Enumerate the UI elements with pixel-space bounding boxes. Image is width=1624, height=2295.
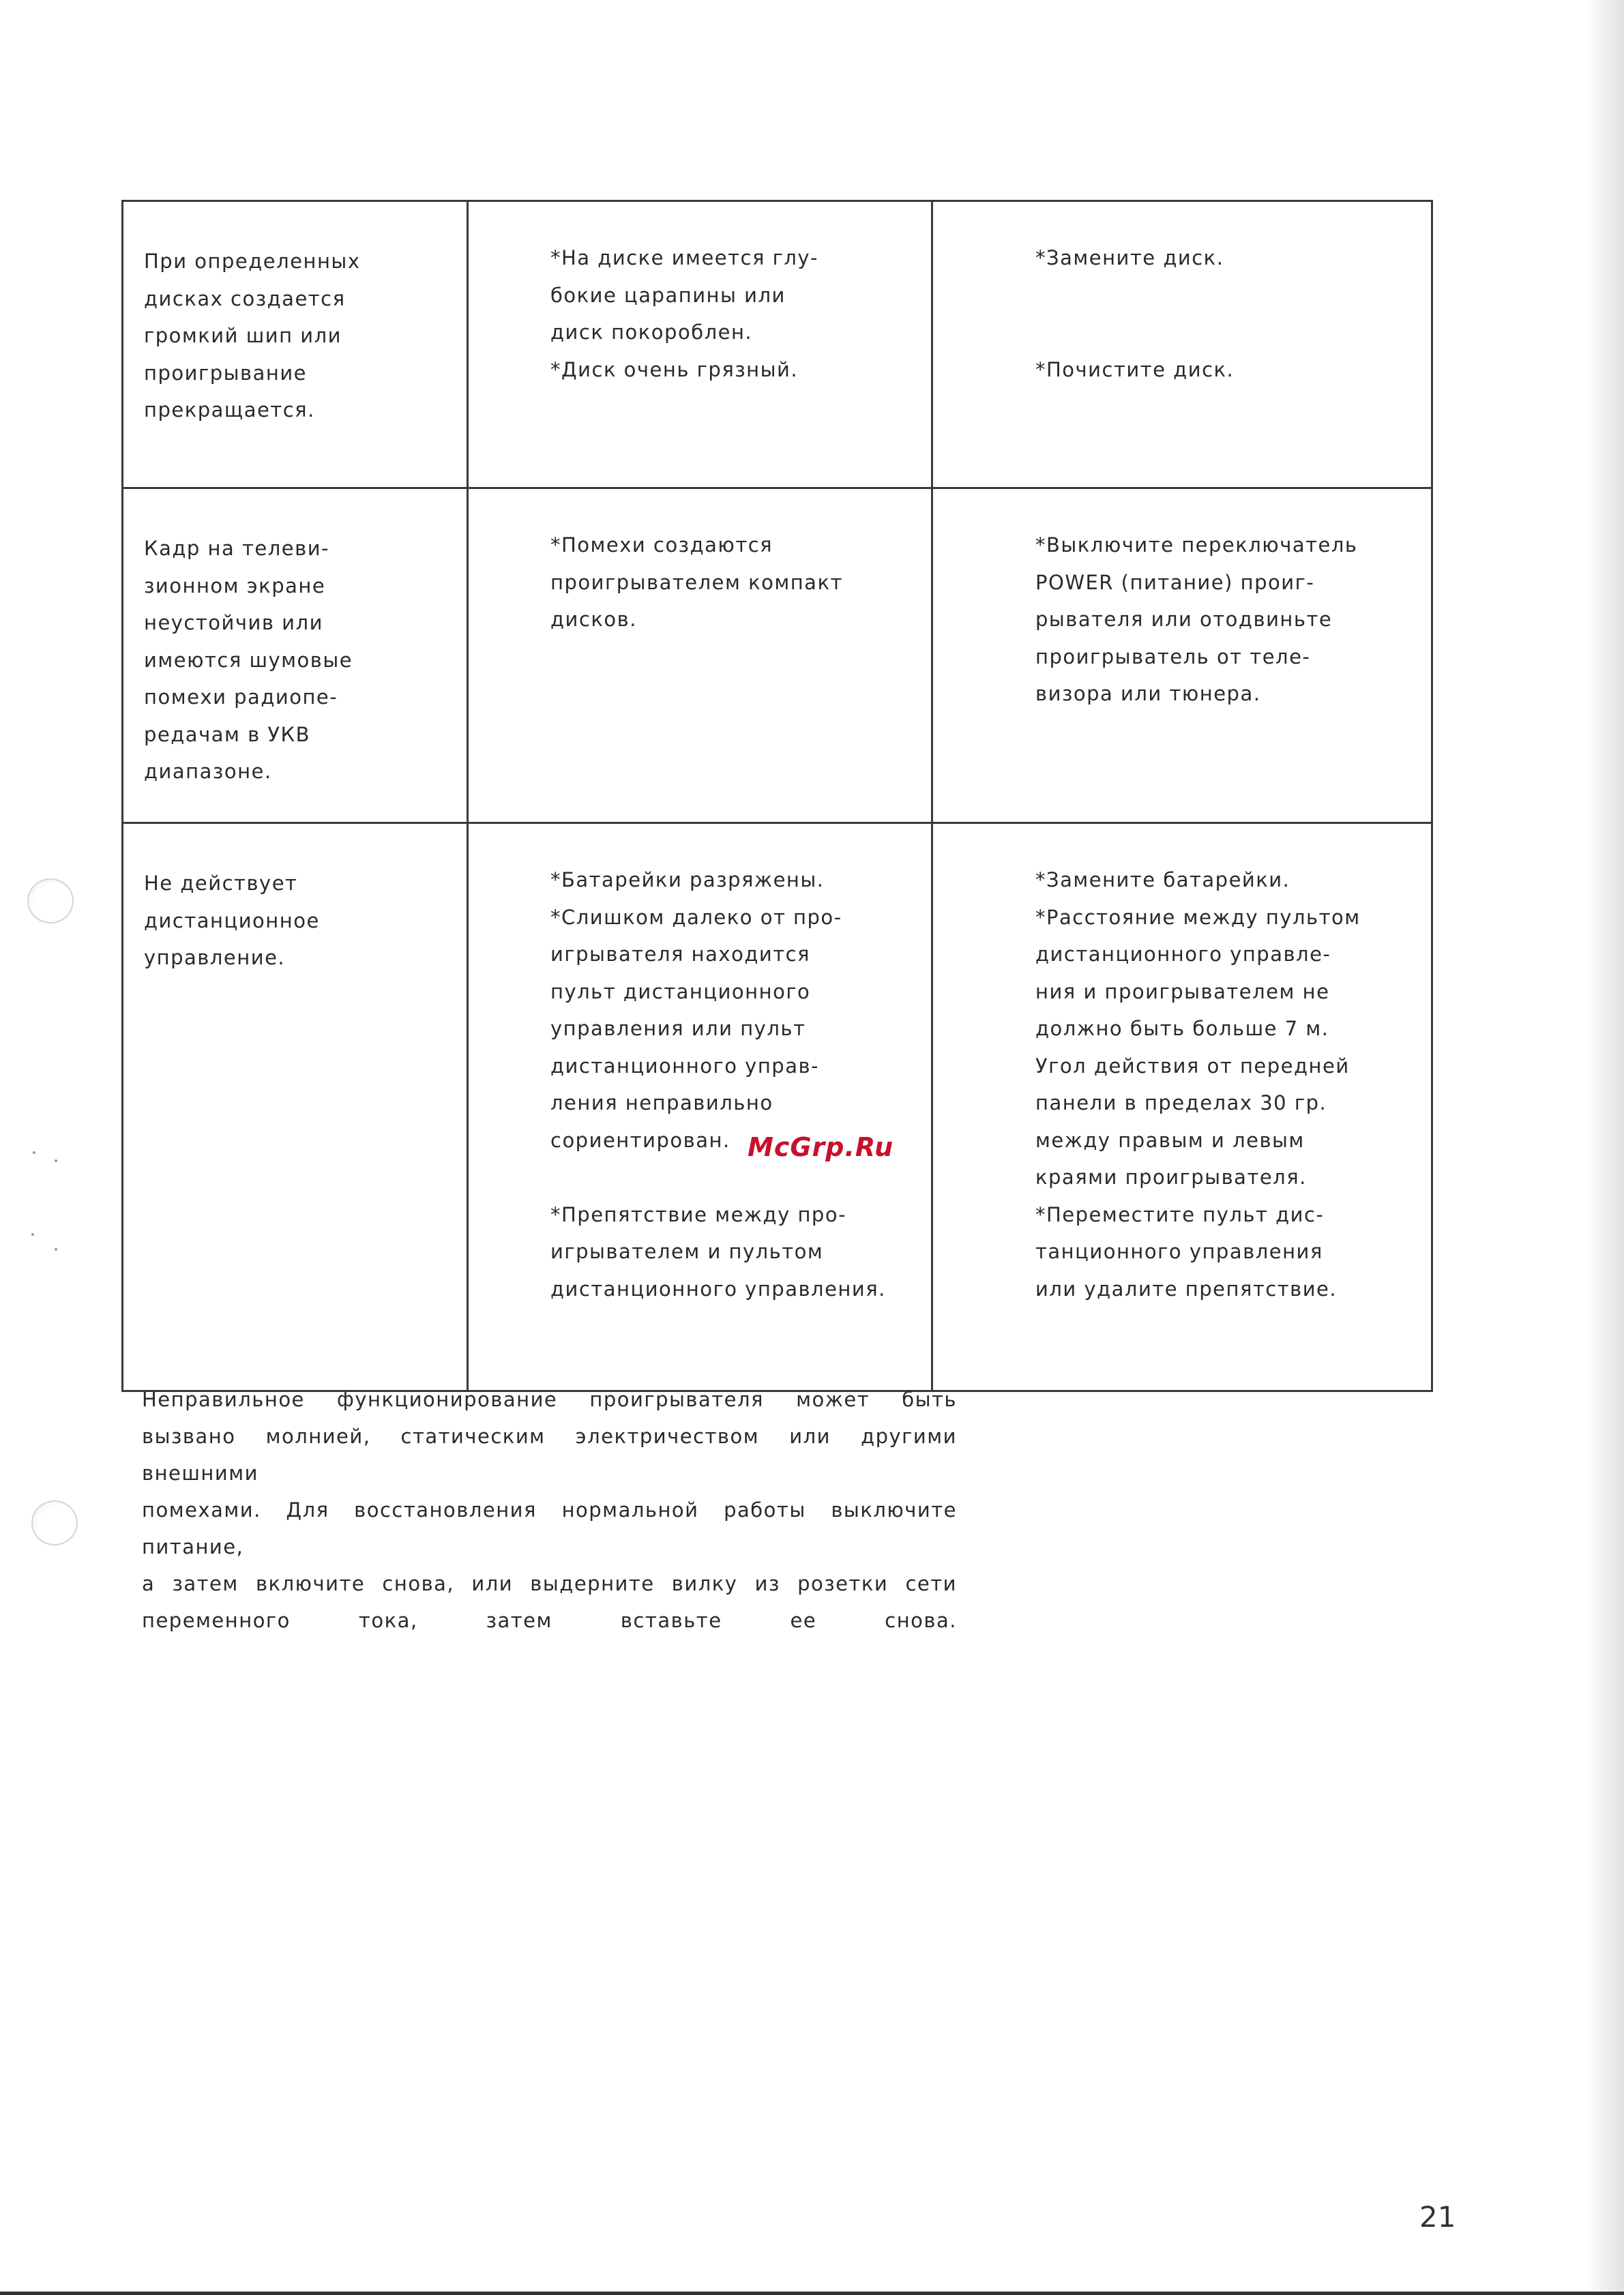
symptom-cell: Не действует дистанционное управление. xyxy=(123,823,468,1391)
note-line: вызвано молнией, статическим электричеством или другими внешними xyxy=(142,1425,957,1485)
troubleshooting-table xyxy=(121,200,1433,1392)
malfunction-note xyxy=(142,1381,957,1639)
cause-cell: *Батарейки разряжены. *Слишком далеко от про- игрывателя находится пульт дистанционного управления или пульт дистанционного управ- ления неправильно сориентирован. *Препятствие между про- игрывателем и пультом дистанционного управления. xyxy=(468,823,932,1391)
page-edge-shadow xyxy=(1586,0,1624,2295)
symptom-cell: При определенных дисках создается громкий шип или проигрывание прекращается. xyxy=(123,201,468,488)
remedy-cell: *Выключите переключатель POWER (питание) проиг- рывателя или отодвиньте проигрыватель от теле- визора или тюнера. xyxy=(932,488,1432,823)
remedy-cell: *Замените диск. *Почистите диск. xyxy=(932,201,1432,488)
scan-speck xyxy=(33,1151,35,1154)
symptom-cell: Кадр на телеви- зионном экране неустойчив или имеются шумовые помехи радиопе- редачам в УКВ диапазоне. xyxy=(123,488,468,823)
page-number: 21 xyxy=(1419,2200,1456,2234)
note-line: а затем включите снова, или выдерните вилку из розетки сети xyxy=(142,1572,957,1595)
note-line: помехами. Для восстановления нормальной работы выключите питание, xyxy=(142,1498,957,1558)
cause-cell: *На диске имеется глу- бокие царапины или диск покороблен. *Диск очень грязный. xyxy=(468,201,932,488)
scan-speck xyxy=(55,1159,57,1162)
scan-bottom-edge xyxy=(0,2292,1624,2295)
punch-hole-upper xyxy=(27,878,74,923)
cause-cell: *Помехи создаются проигрывателем компакт дисков. xyxy=(468,488,932,823)
table-row xyxy=(123,823,1432,1391)
table-row xyxy=(123,488,1432,823)
note-line: Неправильное функционирование проигрывателя может быть xyxy=(142,1388,957,1411)
note-line: переменного тока, затем вставьте ее снова. xyxy=(142,1609,957,1632)
scan-speck xyxy=(31,1233,34,1236)
scan-speck xyxy=(55,1248,57,1251)
watermark: McGrp.Ru xyxy=(748,1132,894,1162)
punch-hole-lower xyxy=(31,1500,78,1545)
remedy-cell: *Замените батарейки. *Расстояние между пультом дистанционного управле- ния и проигрывателем не должно быть больше 7 м. Угол действия от передней панели в пределах 30 гр. между правым и левым краями проигрывателя. *Переместите пульт дис- танционного управления или удалите препятствие. xyxy=(932,823,1432,1391)
table-row xyxy=(123,201,1432,488)
